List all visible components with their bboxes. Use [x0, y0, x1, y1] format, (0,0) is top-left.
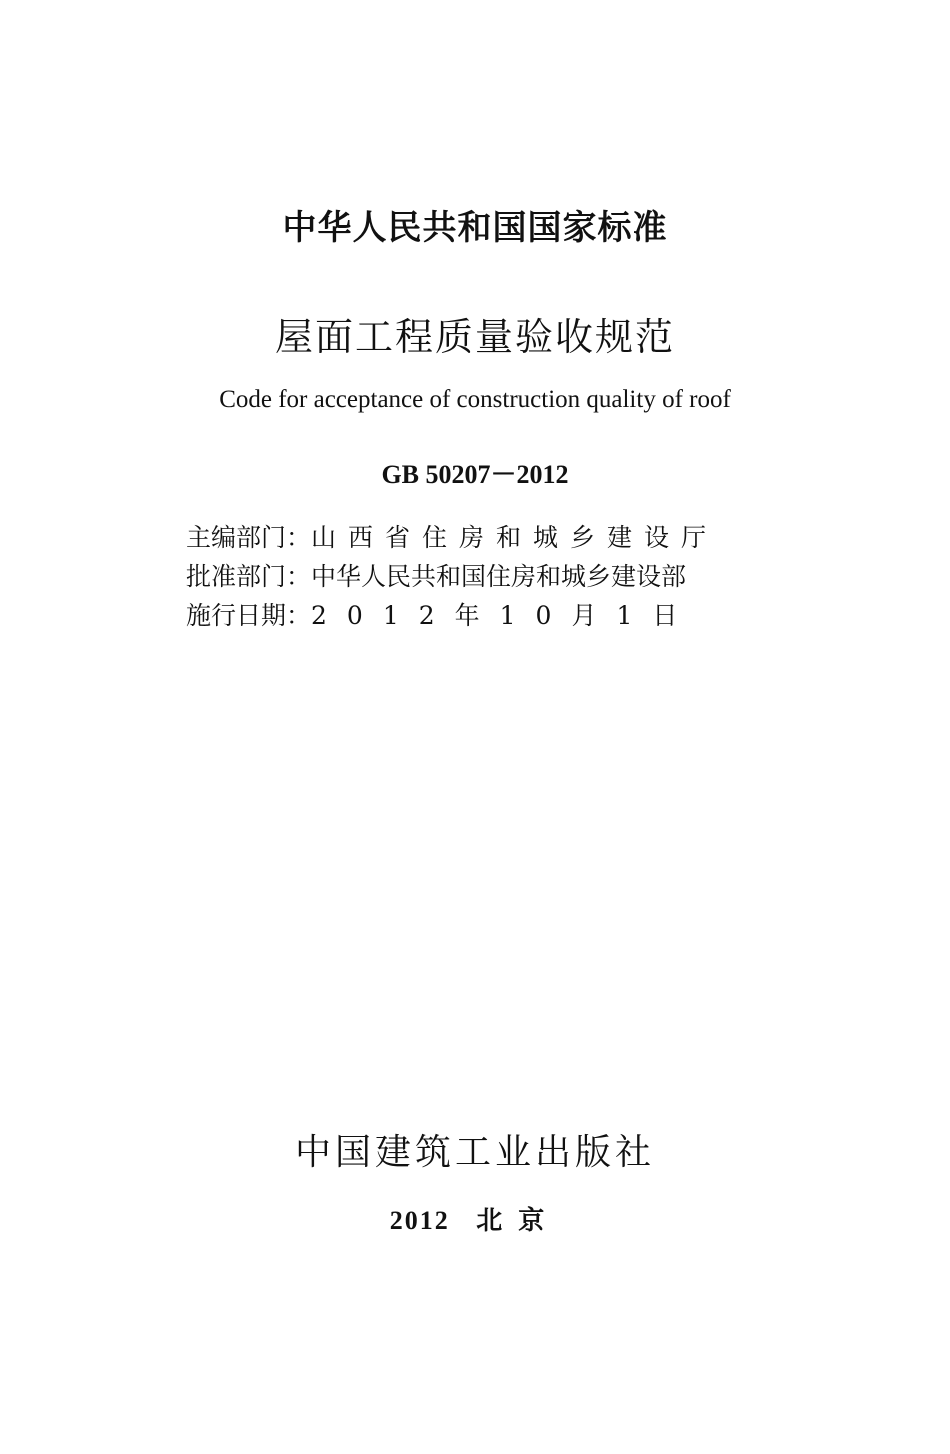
approval-dept-row [186, 557, 734, 596]
publisher-name: 中国建筑工业出版社 [294, 1132, 655, 1173]
publication-line [0, 1200, 950, 1237]
standard-code: GB 50207－2012 [381, 460, 569, 489]
publication-city: 北京 [476, 1206, 561, 1236]
metadata-block [186, 518, 734, 635]
approval-dept-label: 批准部门： [186, 562, 312, 591]
effective-date-value: 2012年10月1日 [311, 601, 698, 630]
chief-editor-label: 主编部门： [186, 523, 312, 552]
chief-editor-row [186, 518, 734, 557]
national-standard-heading: 中华人民共和国国家标准 [282, 208, 668, 248]
effective-date-label: 施行日期： [186, 601, 312, 630]
chief-editor-value: 山西省住房和城乡建设厅 [311, 523, 719, 552]
english-title: Code for acceptance of construction quality of roof [219, 386, 731, 413]
effective-date-row [186, 596, 734, 635]
document-title: 屋面工程质量验收规范 [274, 315, 675, 359]
publication-year: 2012 [389, 1206, 450, 1235]
approval-dept-value: 中华人民共和国住房和城乡建设部 [311, 562, 687, 591]
